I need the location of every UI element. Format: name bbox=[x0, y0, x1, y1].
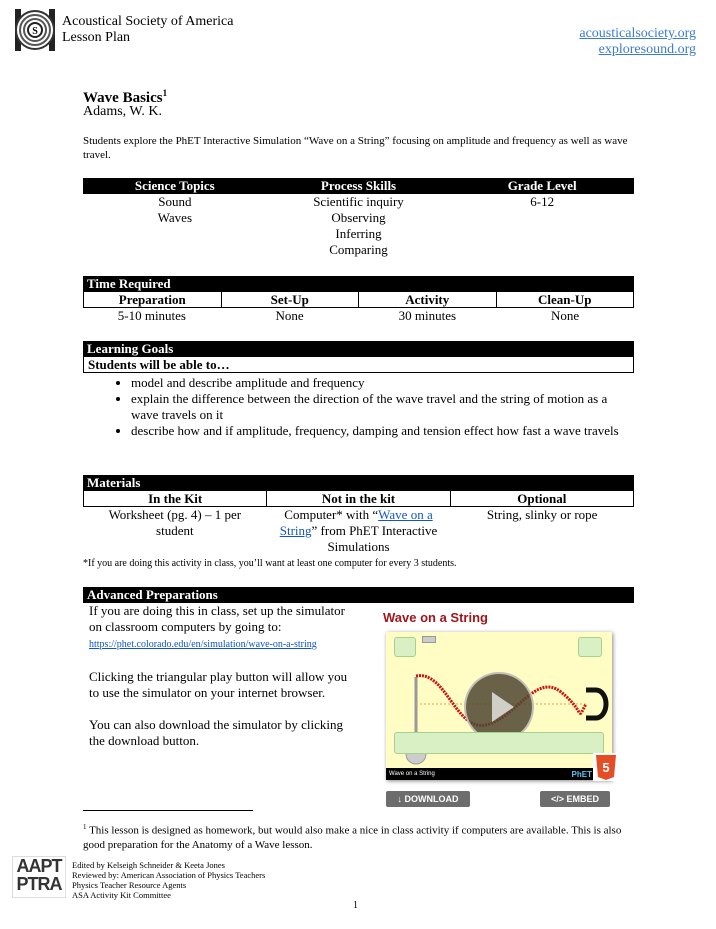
list-item: • model and describe amplitude and frequency bbox=[131, 375, 634, 391]
footnote-rule bbox=[83, 810, 253, 811]
acousticalsociety-link[interactable]: acousticalsociety.org bbox=[579, 26, 696, 41]
page-number: 1 bbox=[353, 900, 358, 911]
header-science-topics: Science Topics bbox=[134, 178, 215, 193]
science-topics-list: Sound Waves bbox=[157, 194, 192, 225]
header-process-skills: Process Skills bbox=[320, 178, 397, 193]
phet-logo: PhET bbox=[571, 770, 592, 779]
setup-time: None bbox=[275, 308, 304, 323]
lesson-intro: Students explore the PhET Interactive Simulation “Wave on a String” focusing on amplitude and frequency as well as wave travel. bbox=[83, 135, 628, 161]
header-links bbox=[579, 26, 696, 58]
exploresound-link[interactable]: exploresound.org bbox=[598, 42, 696, 57]
download-button[interactable]: ↓ DOWNLOAD bbox=[386, 791, 470, 807]
time-required-title: Time Required bbox=[83, 276, 634, 292]
credits: Edited by Kelseigh Schneider & Keeta Jones Reviewed by: American Association of Physics Teachers Physics Teacher Resource Agents ASA Activity Kit Committee bbox=[72, 860, 266, 900]
materials-section: Materials In the Kit Not in the kit Optional Worksheet (pg. 4) – 1 per student Computer* with “Wave on a String” from PhET Interactive Simulations String, slinky or rope *If you are doing this activity in class, you’ll want at least one computer for every 3 students. bbox=[83, 475, 634, 570]
asa-logo bbox=[14, 8, 56, 52]
prep-time: 5-10 minutes bbox=[117, 308, 186, 323]
asa-logo-icon bbox=[14, 8, 56, 52]
advanced-preparations-title: Advanced Preparations bbox=[83, 587, 634, 603]
aapt-ptra-logo: AAPT PTRA bbox=[12, 856, 66, 898]
optional-value: String, slinky or rope bbox=[486, 507, 598, 522]
materials-note: *If you are doing this activity in class, you’ll want at least one computer for every 3 students. bbox=[83, 558, 457, 569]
wave-on-a-string-link[interactable]: Wave on a String bbox=[279, 507, 433, 538]
activity-time: 30 minutes bbox=[398, 308, 457, 323]
materials-title: Materials bbox=[83, 475, 634, 491]
phet-simulation-link[interactable]: https://phet.colorado.edu/en/simulation/wave-on-a-string bbox=[89, 639, 317, 650]
org-name: Acoustical Society of America Lesson Plan bbox=[62, 14, 234, 45]
cleanup-time: None bbox=[551, 308, 580, 323]
svg-text:S: S bbox=[32, 26, 38, 37]
simulation-bar: Wave on a String bbox=[386, 768, 612, 780]
time-required-section: Time Required Preparation Set-Up Activity Clean-Up 5-10 minutes None 30 minutes None bbox=[83, 276, 634, 324]
controls-panel[interactable] bbox=[394, 732, 604, 754]
not-in-kit-value: Computer* with “Wave on a String” from PhET Interactive Simulations bbox=[279, 507, 438, 554]
learning-goals-subtitle: Students will be able to… bbox=[83, 357, 634, 373]
process-skills-list: Scientific inquiry Observing Inferring Comparing bbox=[313, 194, 404, 257]
html5-icon bbox=[593, 753, 619, 781]
download-icon: ↓ bbox=[397, 794, 405, 804]
header-grade-level: Grade Level bbox=[507, 178, 577, 193]
embed-button[interactable]: </> EMBED bbox=[540, 791, 610, 807]
list-item: • explain the difference between the direction of the wave travel and the string of motion as a wave travels on it bbox=[131, 391, 634, 423]
svg-text:5: 5 bbox=[602, 760, 610, 775]
learning-goals-title: Learning Goals bbox=[83, 341, 634, 357]
grade-level-value: 6-12 bbox=[530, 194, 555, 209]
lesson-title: Wave Basics$^1$ bbox=[83, 88, 168, 106]
lesson-author: Adams, W. K. bbox=[83, 104, 162, 119]
learning-goals-list bbox=[83, 375, 634, 439]
advanced-preparations-text: If you are doing this in class, set up the simulator on classroom computers by going to: https://phet.colorado.edu/en/simulation/wave-on-a-string Clicking the triangular play button will allow you to use the simulator on your internet browser. You can also download the simulator by clicking the download button. bbox=[89, 603, 348, 748]
simulation-title: Wave on a String bbox=[383, 610, 488, 625]
simulation-preview[interactable] bbox=[386, 632, 612, 780]
html5-badge bbox=[593, 753, 619, 781]
list-item: • describe how and if amplitude, frequency, damping and tension effect how fast a wave travels bbox=[131, 423, 634, 439]
code-icon: </> bbox=[550, 794, 567, 804]
in-kit-value: Worksheet (pg. 4) – 1 per student bbox=[108, 507, 242, 538]
topics-table bbox=[83, 178, 634, 258]
advanced-preparations-section bbox=[83, 587, 634, 603]
footnote: $^1$ This lesson is designed as homework, but would also make a nice in class activity if computers are available. This is also good preparation for the Anatomy of a Wave lesson. bbox=[83, 823, 622, 851]
learning-goals-section bbox=[83, 341, 634, 439]
